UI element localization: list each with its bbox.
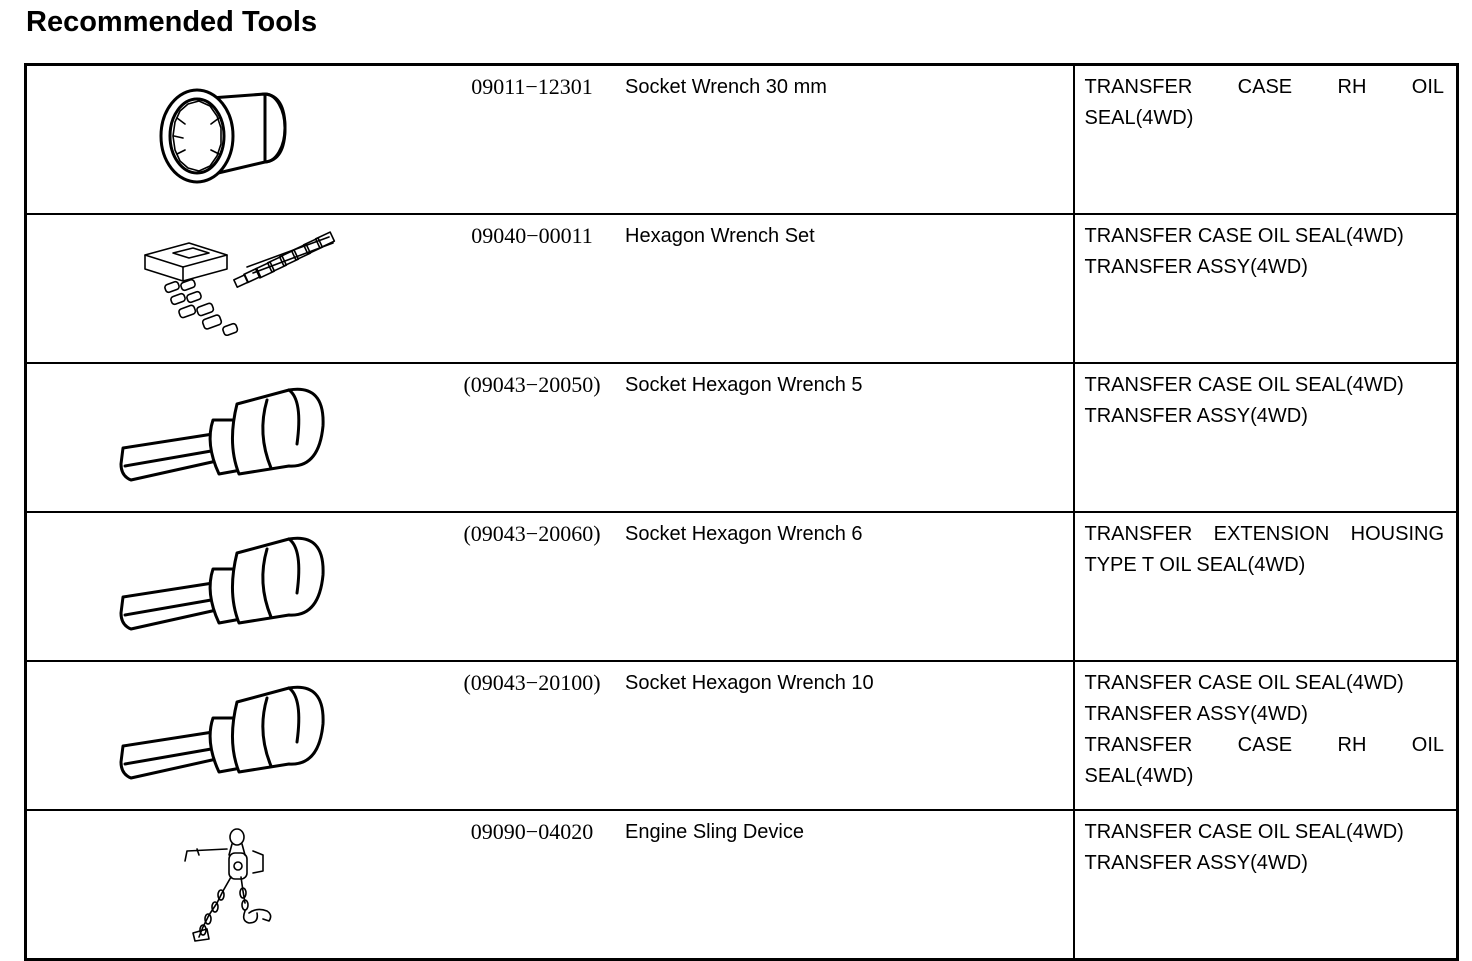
engine-sling-device-icon	[27, 811, 427, 951]
usage-line: TRANSFER CASE RH OIL	[1084, 734, 1444, 756]
recommended-tools-table	[24, 63, 1459, 961]
socket-hexagon-wrench-icon	[27, 364, 427, 504]
page-title: Recommended Tools	[26, 6, 318, 38]
table-row	[26, 661, 1458, 810]
usage-line: TRANSFER CASE OIL SEAL(4WD)	[1084, 225, 1404, 247]
socket-hexagon-wrench-icon	[27, 662, 427, 802]
tool-cell	[26, 363, 1074, 512]
usage-cell	[1074, 363, 1458, 512]
part-number: 09011−12301	[471, 74, 593, 99]
usage-line: TRANSFER ASSY(4WD)	[1084, 703, 1308, 725]
usage-line: TRANSFER CASE RH OIL	[1084, 76, 1444, 98]
table-row	[26, 65, 1458, 215]
part-number: 09090−04020	[470, 819, 594, 844]
part-number: (09043−20050)	[463, 372, 601, 397]
usage-cell	[1074, 512, 1458, 661]
table-row	[26, 214, 1458, 363]
table-row	[26, 810, 1458, 960]
part-number: 09040−00011	[471, 223, 593, 248]
tool-cell	[26, 661, 1074, 810]
table-row	[26, 363, 1458, 512]
socket-wrench-icon	[27, 66, 427, 206]
usage-cell	[1074, 661, 1458, 810]
tool-name: Socket Hexagon Wrench 6	[625, 523, 863, 545]
usage-line: TRANSFER ASSY(4WD)	[1084, 256, 1308, 278]
tool-cell	[26, 214, 1074, 363]
usage-cell	[1074, 214, 1458, 363]
usage-cell	[1074, 810, 1458, 960]
usage-line: SEAL(4WD)	[1084, 765, 1194, 787]
tool-cell	[26, 65, 1074, 215]
part-number: (09043−20100)	[463, 670, 601, 695]
part-number: (09043−20060)	[463, 521, 601, 546]
usage-cell	[1074, 65, 1458, 215]
usage-line: TRANSFER EXTENSION HOUSING	[1084, 523, 1444, 545]
usage-line: TRANSFER CASE OIL SEAL(4WD)	[1084, 374, 1404, 396]
socket-hexagon-wrench-icon	[27, 513, 427, 653]
usage-line: TYPE T OIL SEAL(4WD)	[1084, 554, 1306, 576]
usage-line: TRANSFER CASE OIL SEAL(4WD)	[1084, 672, 1404, 694]
tool-name: Socket Hexagon Wrench 10	[625, 672, 874, 694]
tool-name: Hexagon Wrench Set	[625, 225, 815, 247]
tool-cell	[26, 512, 1074, 661]
usage-line: TRANSFER ASSY(4WD)	[1084, 852, 1308, 874]
tool-name: Engine Sling Device	[625, 821, 804, 843]
hexagon-wrench-set-icon	[27, 215, 427, 355]
usage-line: TRANSFER CASE OIL SEAL(4WD)	[1084, 821, 1404, 843]
tool-name: Socket Hexagon Wrench 5	[625, 374, 863, 396]
usage-line: TRANSFER ASSY(4WD)	[1084, 405, 1308, 427]
tool-name: Socket Wrench 30 mm	[625, 76, 827, 98]
tool-cell	[26, 810, 1074, 960]
table-row	[26, 512, 1458, 661]
usage-line: SEAL(4WD)	[1084, 107, 1194, 129]
